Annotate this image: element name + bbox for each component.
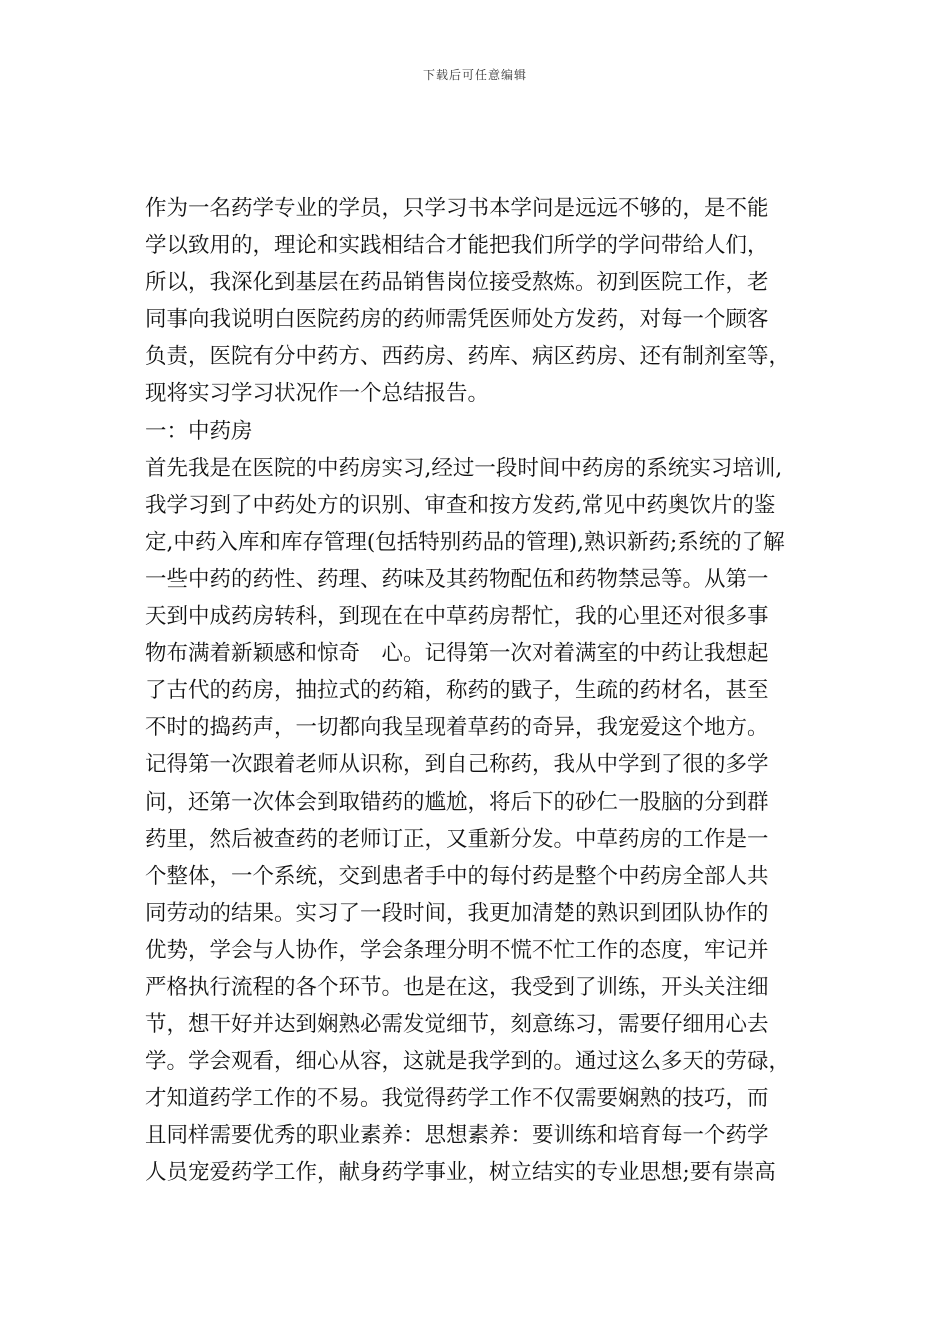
text-line: 一些中药的药性、药理、药味及其药物配伍和药物禁忌等。从第一: [145, 566, 769, 592]
text-line: 天到中成药房转科，到现在在中草药房帮忙，我的心里还对很多事: [145, 604, 769, 630]
text-line: 人员宠爱药学工作，献身药学事业，树立结实的专业思想;要有崇高: [145, 1160, 776, 1186]
text-line: 首先我是在医院的中药房实习,经过一段时间中药房的系统实习培训,: [145, 455, 783, 481]
text-line: 严格执行流程的各个环节。也是在这，我受到了训练，开头关注细: [145, 974, 769, 1000]
text-line: 药里，然后被查药的老师订正，又重新分发。中草药房的工作是一: [145, 826, 769, 852]
text-line: 优势，学会与人协作，学会条理分明不慌不忙工作的态度，牢记并: [145, 937, 769, 963]
text-line: 所以，我深化到基层在药品销售岗位接受熬炼。初到医院工作，老: [145, 270, 769, 296]
text-line: 学以致用的，理论和实践相结合才能把我们所学的学问带给人们，: [145, 233, 769, 259]
text-line: 且同样需要优秀的职业素养：思想素养：要训练和培育每一个药学: [145, 1123, 769, 1149]
text-line: 学。学会观看，细心从容，这就是我学到的。通过这么多天的劳碌，: [145, 1049, 791, 1075]
text-line: 才知道药学工作的不易。我觉得药学工作不仅需要娴熟的技巧，而: [145, 1086, 769, 1112]
text-line: 问，还第一次体会到取错药的尴尬，将后下的砂仁一股脑的分到群: [145, 789, 769, 815]
text-line: 物布满着新颖感和惊奇 心。记得第一次对着满室的中药让我想起: [145, 641, 769, 667]
text-line: 现将实习学习状况作一个总结报告。: [145, 381, 490, 407]
text-line: 节，想干好并达到娴熟必需发觉细节，刻意练习，需要仔细用心去: [145, 1012, 769, 1038]
text-line: 个整体，一个系统，交到患者手中的每付药是整个中药房全部人共: [145, 863, 769, 889]
text-line: 负责，医院有分中药方、西药房、药库、病区药房、还有制剂室等，: [145, 344, 791, 370]
text-line: 记得第一次跟着老师从识称，到自己称药，我从中学到了很的多学: [145, 752, 769, 778]
text-line: 了古代的药房，抽拉式的药箱，称药的戥子，生疏的药材名，甚至: [145, 678, 769, 704]
text-line: 定,中药入库和库存管理(包括特别药品的管理),熟识新药;系统的了解: [145, 529, 785, 555]
text-line: 同劳动的结果。实习了一段时间，我更加清楚的熟识到团队协作的: [145, 900, 769, 926]
section-heading: 一：中药房: [145, 418, 253, 444]
text-line: 同事向我说明白医院药房的药师需凭医师处方发药，对每一个顾客: [145, 307, 769, 333]
text-line: 我学习到了中药处方的识别、审查和按方发药,常见中药奥饮片的鉴: [145, 492, 776, 518]
text-line: 不时的捣药声，一切都向我呈现着草药的奇异，我宠爱这个地方。: [145, 715, 769, 741]
document-body: [145, 190, 825, 1192]
header-note: 下载后可任意编辑: [422, 68, 527, 82]
text-line: 作为一名药学专业的学员，只学习书本学问是远远不够的，是不能: [145, 196, 769, 221]
